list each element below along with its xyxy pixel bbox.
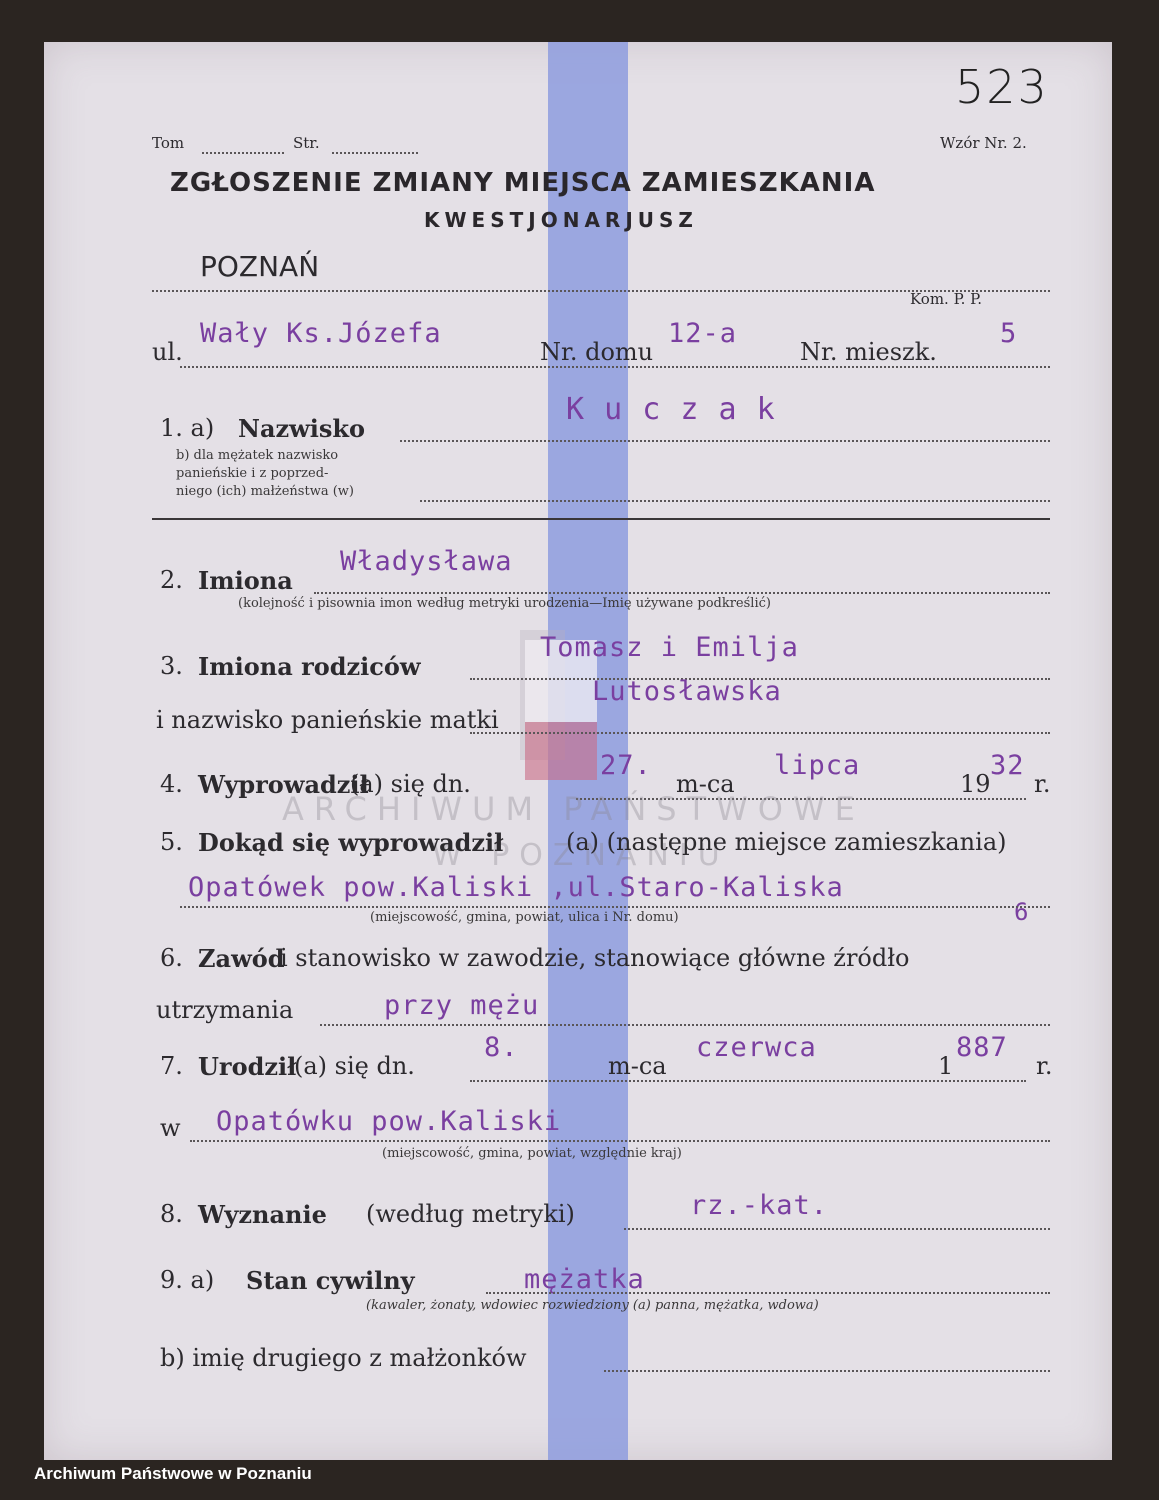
f3-number: 3. <box>160 652 183 680</box>
f7-year: 887 <box>956 1032 1008 1063</box>
f5-value-extra: 6 <box>1014 898 1030 926</box>
tom-label: Tom <box>152 134 185 152</box>
f1-value: K u c z a k <box>566 392 776 427</box>
form-subtitle: KWESTJONARJUSZ <box>424 208 698 232</box>
f7-note: (miejscowość, gmina, powiat, względnie kraj) <box>382 1146 682 1161</box>
f7-day: 8. <box>484 1032 519 1063</box>
f4-label-b: (a) się dn. <box>350 770 471 798</box>
f8-label: Wyznanie <box>198 1200 327 1229</box>
f9-value: mężatka <box>524 1264 645 1295</box>
f2-label: Imiona <box>198 566 293 595</box>
f7-place: Opatówku pow.Kaliski <box>216 1106 562 1137</box>
f2-note: (kolejność i pisownia imon według metryki urodzenia—Imię używane podkreślić) <box>238 596 771 611</box>
f9-note: (kawaler, żonaty, wdowiec rozwiedziony (a) panna, mężatka, wdowa) <box>366 1298 819 1313</box>
address-line <box>180 366 1050 368</box>
f2-number: 2. <box>160 566 183 594</box>
f4-month: lipca <box>774 750 861 781</box>
f4-month-label: m-ca <box>676 770 735 798</box>
f5-number: 5. <box>160 828 183 856</box>
form-title: ZGŁOSZENIE ZMIANY MIEJSCA ZAMIESZKANIA <box>170 168 876 198</box>
f8-number: 8. <box>160 1200 183 1228</box>
kom-label: Kom. P. P. <box>910 290 983 308</box>
f4-number: 4. <box>160 770 183 798</box>
archive-number: 523 <box>955 60 1049 114</box>
watermark-line2: W POZNANIU <box>432 838 730 873</box>
f6-line <box>320 1024 1050 1026</box>
f9-line <box>486 1292 1050 1294</box>
city-name: POZNAŃ <box>200 250 320 283</box>
flat-no-label: Nr. mieszk. <box>800 338 937 366</box>
f9b-line <box>604 1370 1050 1372</box>
f3-line2 <box>470 732 1050 734</box>
f3-label2: i nazwisko panieńskie matki <box>156 706 499 734</box>
f5-value: Opatówek pow.Kaliski ,ul.Staro-Kaliska <box>188 872 844 903</box>
str-field <box>332 152 418 154</box>
flat-no-value: 5 <box>1000 318 1018 349</box>
f5-line <box>180 906 1050 908</box>
f5-note: (miejscowość, gmina, powiat, ulica i Nr. domu) <box>370 910 679 925</box>
f9-label: Stan cywilny <box>246 1266 415 1295</box>
f7-number: 7. <box>160 1052 183 1080</box>
f5-label: Dokąd się wyprowadził <box>198 828 504 857</box>
f6-label-b: i stanowisko w zawodzie, stanowiące główne źródło <box>280 944 910 972</box>
color-patch-red <box>525 722 597 780</box>
f8-value: rz.-kat. <box>690 1190 829 1221</box>
ul-label: ul. <box>152 338 183 366</box>
watermark-line1: ARCHIWUM PAŃSTWOWE <box>282 790 865 828</box>
f7-r: r. <box>1036 1052 1053 1080</box>
f4-day: 27. <box>600 750 652 781</box>
f5-label-b: (a) (następne miejsce zamieszkania) <box>566 828 1007 856</box>
f9-number: 9. a) <box>160 1266 215 1294</box>
str-label: Str. <box>293 134 320 152</box>
f7-year-prefix: 1 <box>938 1052 954 1080</box>
archive-footer: Archiwum Państwowe w Poznaniu <box>0 1460 405 1500</box>
f6-label2: utrzymania <box>156 996 294 1024</box>
section-divider-1 <box>152 518 1050 520</box>
f1b-line3: niego (ich) małżeństwa (w) <box>176 484 354 499</box>
tom-field <box>202 152 284 154</box>
f7-label-b: (a) się dn. <box>294 1052 415 1080</box>
f2-line <box>314 592 1050 594</box>
f7-line <box>470 1080 1026 1082</box>
f4-year-prefix: 19 <box>960 770 991 798</box>
wzor-label: Wzór Nr. 2. <box>940 134 1027 152</box>
f1-line <box>400 440 1050 442</box>
f7-w: w <box>160 1114 181 1142</box>
f4-r: r. <box>1034 770 1051 798</box>
house-no-value: 12-a <box>668 318 738 349</box>
f7-month: czerwca <box>696 1032 817 1063</box>
f8-label-b: (według metryki) <box>366 1200 575 1228</box>
f9b-label: b) imię drugiego z małżonków <box>160 1344 527 1372</box>
f8-line <box>624 1228 1050 1230</box>
house-no-label: Nr. domu <box>540 338 654 366</box>
street-value: Wały Ks.Józefa <box>200 318 442 349</box>
f7-label: Urodził <box>198 1052 297 1081</box>
f1-number: 1. a) <box>160 414 215 442</box>
f7-month-label: m-ca <box>608 1052 667 1080</box>
f1-label: Nazwisko <box>238 414 366 443</box>
f1b-line <box>420 500 1050 502</box>
f6-label: Zawód <box>198 944 285 973</box>
f7-place-line <box>190 1140 1050 1142</box>
f3-value2: Lutosławska <box>592 676 782 707</box>
f1b-line2: panieńskie i z poprzed- <box>176 466 329 481</box>
f3-label: Imiona rodziców <box>198 652 421 681</box>
f2-value: Władysława <box>340 546 513 577</box>
f3-value: Tomasz i Emilja <box>540 632 799 663</box>
f6-value: przy mężu <box>384 990 540 1021</box>
f4-year: 32 <box>990 750 1025 781</box>
f4-label: Wyprowadził <box>198 770 369 799</box>
f1b-line1: b) dla mężatek nazwisko <box>176 448 339 463</box>
f6-number: 6. <box>160 944 183 972</box>
